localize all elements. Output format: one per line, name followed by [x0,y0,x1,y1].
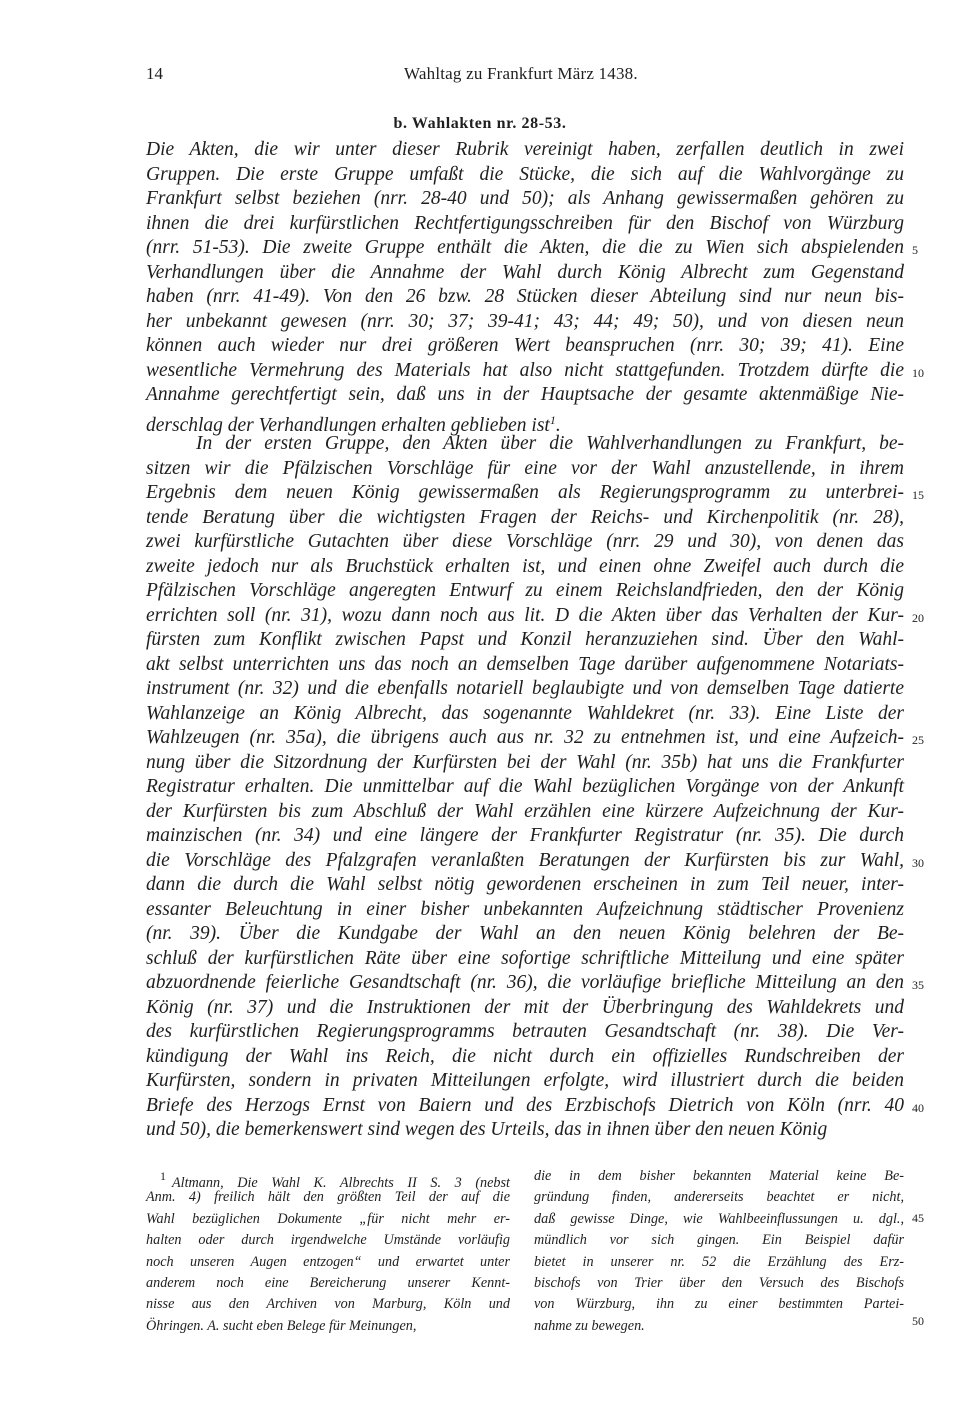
line-number: 25 [912,733,924,747]
running-title: Wahltag zu Frankfurt März 1438. [404,64,638,83]
body-line: und 50), die bemerkenswert sind wegen des Urteils, das in ihnen über den neuen König [146,1119,828,1140]
footnote-line: Öhringen. A. sucht eben Belege für Meinungen, [146,1317,417,1334]
body-line: sitzen wir die Pfälzischen Vorschläge für eine vor der Wahl anzustellende, in ihrem [146,457,904,479]
line-number: 40 [912,1100,924,1115]
body-text [146,138,904,1143]
body-line: derschlag der Verhandlungen erhalten geblieben ist$^1$. [146,412,561,436]
line-number: 30 [912,855,924,870]
line-number: 20 [912,610,924,625]
body-line: abzuordnende feierliche Gesandtschaft (nr. 36), die vorläufige briefliche Mitteilung an den [146,972,904,993]
footnote-line: nisse aus den Archiven von Marburg, Köln und [146,1296,510,1313]
body-line: nung über die Sitzordnung der Kurfürsten bei der Wahl (nr. 35b) hat uns die Frankfurter [146,751,904,773]
body-line: König (nr. 37) und die Instruktionen der mit der Überbringung des Wahldekrets und [146,996,904,1018]
body-line: Annahme gerechtfertigt sein, daß uns in der Hauptsache der gesamte aktenmäßige Nie- [146,384,904,405]
footnote-line: anderem noch eine Bereicherung unserer Kennt- [146,1274,510,1291]
body-line: errichten soll (nr. 31), wozu dann noch aus lit. D die Akten über das Verhalten der Kur- [146,604,904,626]
line-number: 45 [912,1211,924,1225]
body-line: Registratur erhalten. Die unmittelbar auf die Wahl bezüglichen Vorgänge von der Ankunft [146,776,904,797]
body-line: schluß der kurfürstlichen Räte über eine sofortige schriftliche Mitteilung und eine später [146,947,904,969]
body-line: zweite jedoch nur als Bruchstück erhalten ist, und einen ohne Zweifel auch durch die [146,555,904,577]
body-line: Ergebnis dem neuen König gewissermaßen als Regierungsprogramm zu unterbrei- [146,482,904,503]
footnote-line: Anm. 4) freilich hält den größten Teil der auf die [146,1189,510,1206]
footnote-line: mündlich vor sich gingen. Ein Beispiel dafür [534,1232,904,1249]
footnote-line: Wahl bezüglichen Dokumente „für nicht mehr er- [146,1210,510,1227]
footnote-text: Altmann, Die Wahl K. Albrechts II S. 3 (nebst [172,1175,510,1191]
line-number: 15 [912,488,924,502]
body-line: fürsten zum Konflikt zwischen Papst und Konzil heranzuziehen sind. Über den Wahl- [146,629,904,650]
body-line: ihnen die drei kurfürstlichen Rechtfertigungsschreiben für den Bischof von Würzburg [146,212,904,234]
body-line: Kurfürsten, sondern in privaten Mitteilungen erfolgte, wird illustriert durch die beiden [146,1070,904,1091]
body-line: her unbekannt gewesen (nrr. 30; 37; 39-41; 43; 44; 49; 50), und von diesen neun [146,310,904,332]
footnote-reference: 1 [549,412,556,427]
line-number: 35 [912,978,924,992]
line-number: 10 [912,365,924,380]
footnote-line: nahme zu bewegen. [534,1317,645,1334]
footnote-line: bischofs von Trier über den Versuch des Bischofs [534,1274,904,1291]
body-line: können auch wieder nur drei größeren Wert beanspruchen (nrr. 30; 39; 41). Eine [146,335,904,356]
footnote-line: gründung finden, andererseits beachtet er nicht, [534,1189,904,1206]
body-line: Gruppen. Die erste Gruppe umfaßt die Stücke, die sich auf die Wahlvorgänge zu [146,163,904,185]
body-line: kündigung der Wahl ins Reich, die nicht durch ein offizielles Rundschreiben der [146,1045,904,1067]
body-line: wesentliche Vermehrung des Materials hat also nicht stattgefunden. Trotzdem dürfte die [146,359,904,381]
footnote-line: noch unseren Augen entzogen“ und erwartet unter [146,1253,510,1270]
body-line: tende Beratung über die wichtigsten Fragen der Reichs- und Kirchenpolitik (nr. 28), [146,506,904,528]
body-line: haben (nrr. 41-49). Von den 26 bzw. 28 Stücken dieser Abteilung sind nur neun bis- [146,286,904,307]
body-line: instrument (nr. 32) und die ebenfalls notariell beglaubigte und von demselben Tage datierte [146,678,904,699]
body-line: mainzischen (nr. 34) und eine längere der Frankfurter Registratur (nr. 35). Die durch [146,825,904,846]
body-line: dann die durch die Wahl selbst nötig gewordenen erscheinen in zum Teil neuer, inter- [146,874,904,895]
footnote-reference-period: . [555,414,561,436]
footnote-line: halten oder durch irgendwelche Umstände vorläufig [146,1232,510,1249]
body-line: des kurfürstlichen Regierungsprogramms betrauten Gesandtschaft (nr. 38). Die Ver- [146,1021,904,1042]
body-line: Verhandlungen über die Annahme der Wahl durch König Albrecht zum Gegenstand [146,261,904,283]
body-line: Wahlanzeige an König Albrecht, das sogenannte Wahldekret (nr. 33). Eine Liste der [146,702,904,724]
footnote-line: die in dem bisher bekannten Material keine Be- [534,1168,904,1184]
body-line: die Vorschläge des Pfalzgrafen veranlaßten Beratungen der Kurfürsten bis zur Wahl, [146,849,904,871]
footnote-right-column [534,1166,904,1337]
body-line: der Kurfürsten bis zum Abschluß der Wahl erzählen eine kürzere Aufzeichnung der Kur- [146,800,904,822]
footnote-line: bietet in unserer nr. 52 die Erzählung des Erz- [534,1253,904,1270]
body-line: Die Akten, die wir unter dieser Rubrik vereinigt haben, zerfallen deutlich in zwei [146,139,904,160]
body-line: Briefe des Herzogs Ernst von Baiern und des Erzbischofs Dietrich von Köln (nrr. 40 [146,1094,904,1116]
body-line: essanter Beleuchtung in einer bisher unbekannten Aufzeichnung städtischer Provenienz [146,898,904,920]
footnote-number: 1 [160,1169,166,1183]
body-line: Frankfurt selbst beziehen (nrr. 28-40 und 50); als Anhang gewissermaßen gehören zu [146,188,904,209]
body-line: akt selbst unterrichten uns das noch an demselben Tage darüber aufgenommene Notariats- [146,653,904,675]
body-line: Wahlzeugen (nr. 35a), die übrigens auch aus nr. 32 zu entnehmen ist, und eine Aufzeich- [146,727,904,748]
section-heading: b. Wahlakten nr. 28-53. [393,115,567,132]
page-number: 14 [146,64,163,83]
body-line: (nr. 39). Über die Kundgabe der Wahl an den neuen König belehren der Be- [146,923,904,944]
footnote-line [146,1166,510,1191]
body-line: In der ersten Gruppe, den Akten über die Wahlverhandlungen zu Frankfurt, be- [196,433,904,454]
body-line: (nrr. 51-53). Die zweite Gruppe enthält die Akten, die die zu Wien sich abspielenden [146,237,904,258]
line-number: 50 [912,1314,924,1328]
body-line: zwei kurfürstliche Gutachten über diese Vorschläge (nrr. 29 und 30), von denen das [146,531,904,552]
footnote-left-column [146,1166,510,1337]
footnote-line: von Würzburg, ihn zu einer bestimmten Partei- [534,1296,904,1313]
line-number: 5 [912,243,918,257]
footnote-line: daß gewisse Dinge, wie Wahlbeeinflussungen u. dgl., [534,1210,904,1227]
body-line: Pfälzischen Vorschläge angeregten Entwurf zu einem Reichslandfrieden, den der König [146,580,904,601]
